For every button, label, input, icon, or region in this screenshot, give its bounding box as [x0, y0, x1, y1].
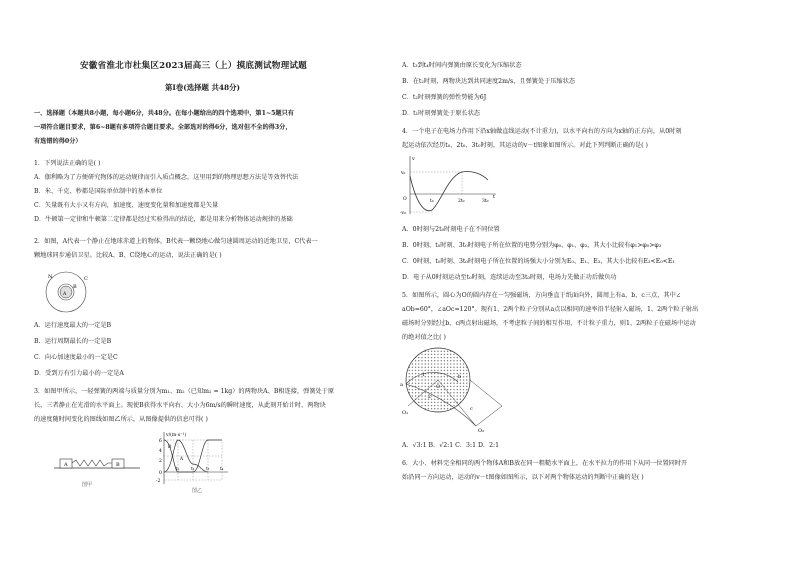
exam-title: 安徽省淮北市杜集区2023届高三（上）摸底测试物理试题	[80, 61, 307, 71]
q2-option-b: B．运行周期最长的一定是B	[34, 338, 112, 345]
q4-vt-curve	[410, 171, 488, 210]
q2-option-a: A．运行速度最大的一定是B	[34, 322, 112, 329]
q5-stem-line-2: aOb=60°，∠aOc=120°。现有1、2两个粒子分别从a点以相同的速率沿半径射入磁场，1、2两个粒子射出	[402, 306, 699, 313]
q5-label-c: c	[470, 406, 473, 412]
q3-stem-line-3: 的速度随时间变化的图线如图乙所示，从图像提供的信息可得( )	[34, 416, 208, 423]
q5-stem-line-4: 的绝对值之比( )	[402, 334, 446, 341]
q3-ytick-neg2: -2	[156, 479, 161, 484]
q5-label-a: a	[400, 382, 403, 388]
q4-label-t: t	[493, 194, 496, 200]
q3-option-d: D．t₁时刻弹簧处于原长状态	[402, 110, 480, 117]
instructions-line-1: 一、选择题（本题共8小题，每小题6分，共48分。在每小题给出的四个选项中，第1~5题只有	[34, 110, 294, 117]
q3-block-a-label: A	[64, 462, 68, 468]
section-heading: 第Ⅰ卷(选择题 共48分)	[165, 83, 241, 92]
q5-field-figure	[398, 340, 518, 434]
q4-vt-graph	[400, 152, 500, 218]
q4-stem-line-1: 4．一个电子在电场力作用下沿x轴做直线运动(不计重力)，以水平向右的方向为x轴的正方向，从0时刻	[402, 128, 682, 135]
q4-label-v0: v₀	[401, 171, 406, 176]
q4-option-b: B．0时刻、t₀时刻、3t₀时刻电子所在位置的电势分别为φ₀、φ₁、φ₃，其大小比较有φ₁>φ₀>φ₃	[402, 242, 662, 249]
q4-label-v: v	[412, 156, 415, 162]
q3-axis-label: v/(m·s⁻¹)	[166, 433, 187, 438]
q5-label-o2: O₂	[478, 428, 485, 434]
q5-stem-line-3: 磁场时分别经过b、c两点射出磁场，不考虑粒子间的相互作用，不计粒子重力，则1、2两粒子在磁场中运动	[402, 320, 696, 327]
q3-series-b-label: B	[168, 444, 172, 449]
q5-label-1: 1	[422, 373, 425, 378]
q3-block-b-label: B	[116, 462, 120, 468]
q1-option-c: C．矢量既有大小又有方向，加速度、速度变化量和加速度都是矢量	[34, 202, 219, 209]
q2-stem-line-2: 颗地球同步通信卫星。比较A、B、C绕地心的运动，说法正确的是( )	[34, 252, 222, 259]
q3-figure-b-caption: 图乙	[192, 488, 203, 494]
q3-series-a-label: A	[180, 456, 184, 461]
q3-stem-line-1: 3．如图甲所示，一轻弹簧的两端与质量分别为m₁、m₂（已知m₂ = 1kg）的两物块A、B相连接，弹簧处于原	[34, 388, 335, 395]
instructions-line-2: 一项符合题目要求，第6~8题有多项符合题目要求。全部选对的得6分，选对但不全的得3分，	[34, 124, 292, 131]
q1-stem: 1．下列说法正确的是( )	[34, 160, 101, 167]
q2-label-c: C	[84, 276, 88, 282]
q3-figure-a	[54, 448, 144, 490]
q5-label-o: O	[436, 384, 441, 390]
q4-label-negv0: -v₀	[400, 211, 406, 216]
q3-xtick-t3: t₃	[206, 466, 210, 471]
q4-label-o: O	[403, 197, 407, 202]
q5-label-2: 2	[428, 395, 431, 400]
q5-stem-line-1: 5．如图所示，圆心为O的圆内存在一匀强磁场，方向垂直于纸面向外，圆周上有a、b、c三点，其中∠	[402, 292, 681, 299]
q2-stem-line-1: 2．如图，A代表一个静止在地球赤道上的物体，B代表一颗绕地心做匀速圆周运动的近地卫星，C代表一	[34, 238, 318, 245]
q2-label-n: N	[48, 274, 53, 280]
q4-label-3t0: 3t₀	[482, 199, 489, 204]
q1-option-b: B．米、千克、秒都是国际单位制中的基本单位	[34, 188, 163, 195]
q3-stem-line-2: 长，三者静止在光滑的水平面上。现使B获得水平向右、大小为6m/s的瞬时速度，从此刻开始计时，两物块	[34, 402, 326, 409]
q1-option-a: A．伽利略为了方便研究物体的运动规律而引入质点概念，这里用到的物理思想方法是等效替代法	[34, 174, 299, 181]
spring-icon	[72, 460, 112, 466]
q5-label-o1: O₁	[402, 410, 409, 416]
q6-stem-line-2: 始沿同一方向运动，运动的v－t图像如图所示，以下对两个物体运动的判断中正确的是( )	[402, 474, 644, 481]
q3-xtick-t2: t₂	[191, 466, 195, 471]
q3-option-a: A．t₃到t₄时间内弹簧由原长变化为压缩状态	[402, 62, 522, 69]
q3-xtick-t4: t₄	[220, 466, 224, 471]
q4-option-c: C．0时刻、t₀时刻、3t₀时刻电子所在位置的场强大小分别为E₀、E₁、E₃，其大小比较有E₃<E₀<E₁	[402, 258, 675, 265]
q4-label-2t0: 2t₀	[458, 199, 465, 204]
q3-figure-b	[150, 428, 232, 496]
q5-options: A．√3:1 B．√2:1 C．3:1 D．2:1	[402, 442, 500, 449]
q3-figure-a-caption: 图甲	[82, 482, 93, 488]
q4-option-a: A．0时刻与2t₀时刻电子在不同位置	[402, 226, 500, 233]
q3-ytick-2: 2	[159, 459, 162, 464]
q5-o2-line	[476, 406, 502, 426]
q2-label-b: B	[73, 284, 77, 290]
q4-option-d: D．电子从0时刻运动至t₀时刻，连续运动至3t₀时刻，电场力先做正功后做负功	[402, 274, 617, 281]
q3-option-b: B．在t₂时刻，两物块达到共同速度2m/s，且弹簧处于压缩状态	[402, 78, 576, 85]
q5-label-b: b	[458, 374, 462, 380]
q4-stem-line-2: 起运动依次经历t₀、2t₀、3t₀时刻，其运动的v－t图象如图所示。对此下列判断正确的是( )	[402, 142, 648, 149]
q3-ytick-4: 4	[159, 449, 162, 454]
q2-option-c: C．向心加速度最小的一定是C	[34, 354, 118, 361]
q6-stem-line-1: 6．大小、材料完全相同的两个物体A和B放在同一粗糙水平面上，在水平拉力的作用下从同一位置同时开	[402, 460, 688, 467]
q3-xtick-t1: t₁	[176, 466, 180, 471]
q1-option-d: D．牛顿第一定律和牛顿第二定律都是经过实验得出的结论，都是用来分析物体运动规律的基础	[34, 216, 293, 223]
q3-ytick-6: 6	[159, 439, 162, 444]
instructions-line-3: 有选错的得0分）	[34, 138, 82, 145]
q2-label-a: A	[63, 292, 67, 297]
q5-exit-line	[470, 380, 502, 406]
q2-option-d: D．受到万有引力最小的一定是A	[34, 370, 124, 377]
q3-option-c: C．t₂时刻弹簧的弹性势能为6J	[402, 94, 487, 101]
q2-orbit-figure	[40, 268, 100, 318]
q3-ytick-0: 0	[159, 471, 162, 476]
q4-label-t0: t₀	[430, 199, 434, 204]
